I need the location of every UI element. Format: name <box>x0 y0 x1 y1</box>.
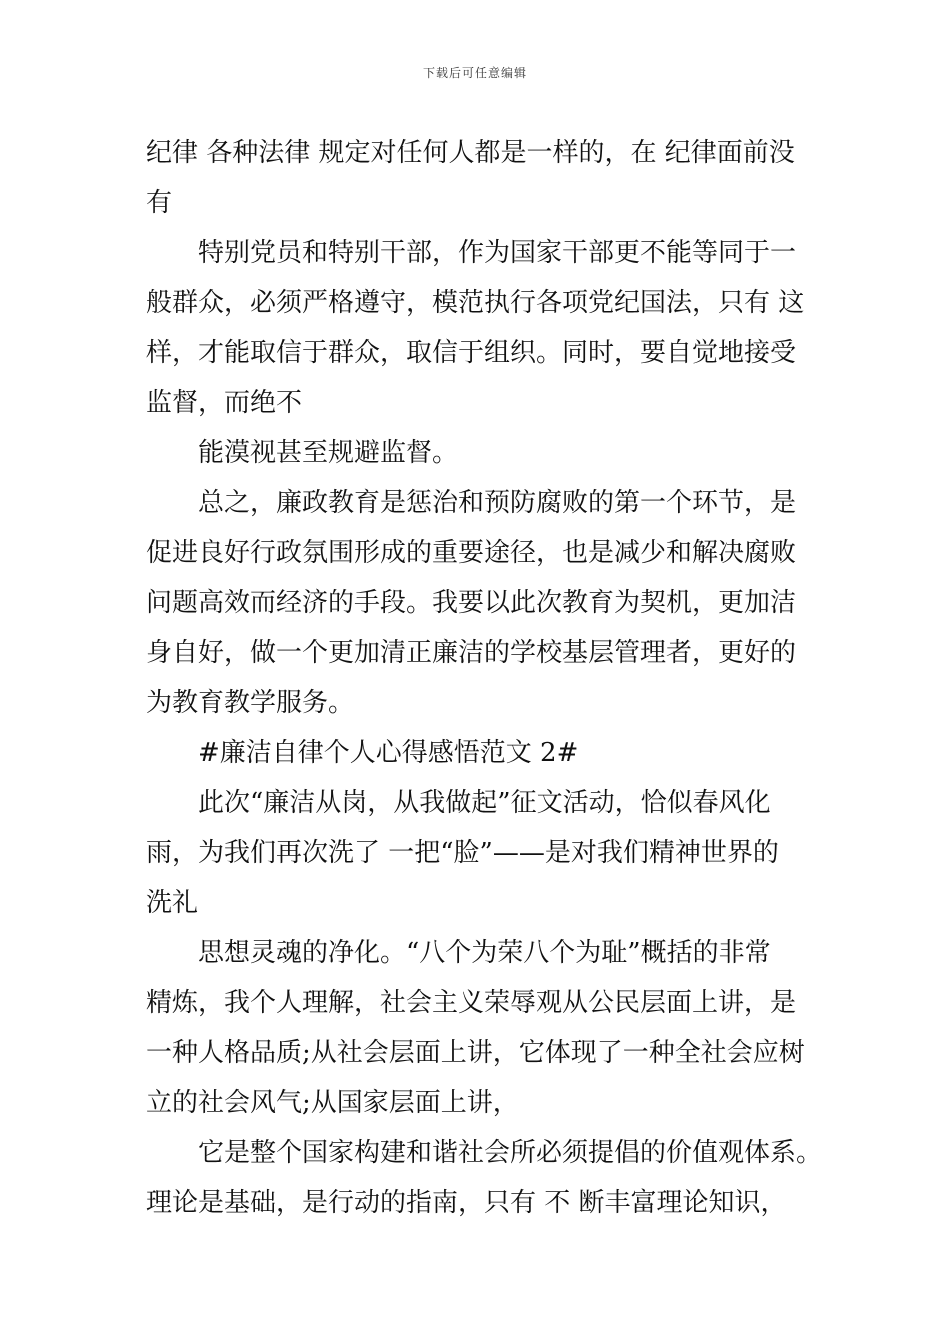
text-line: 它是整个国家构建和谐社会所必须提倡的价值观体系。 <box>198 1138 823 1168</box>
text-line: 理论是基础，是行动的指南，只有 不 断丰富理论知识， <box>146 1188 787 1218</box>
text-line: 总之，廉政教育是惩治和预防腐败的第一个环节，是 <box>198 488 797 518</box>
text-line: 身自好，做一个更加清正廉洁的学校基层管理者，更好的 <box>146 638 797 668</box>
text-line: 问题高效而经济的手段。我要以此次教育为契机，更加洁 <box>146 588 797 618</box>
text-line: 为教育教学服务。 <box>146 688 355 718</box>
text-line: 洗礼 <box>146 888 199 918</box>
text-line: 纪律 各种法律 规定对任何人都是一样的，在 纪律面前没 <box>146 138 795 168</box>
text-line: 促进良好行政氛围形成的重要途径，也是减少和解决腐败 <box>146 538 797 568</box>
text-line: 有 <box>146 188 173 218</box>
text-line: 般群众，必须严格遵守，模范执行各项党纪国法，只有 这 <box>146 288 805 318</box>
text-line: 雨，为我们再次洗了 一把“脸”——是对我们精神世界的 <box>146 838 779 868</box>
page-header: 下载后可任意编辑 <box>422 66 527 80</box>
text-line: 立的社会风气;从国家层面上讲， <box>146 1088 519 1118</box>
text-line: 思想灵魂的净化。“八个为荣八个为耻”概括的非常 <box>198 938 771 968</box>
text-line: 精炼，我个人理解，社会主义荣辱观从公民层面上讲，是 <box>146 988 797 1018</box>
text-line: 监督，而绝不 <box>146 388 303 418</box>
text-line: 特别党员和特别干部，作为国家干部更不能等同于一 <box>198 238 797 268</box>
text-line: #廉洁自律个人心得感悟范文 2# <box>198 738 579 768</box>
text-line: 一种人格品质;从社会层面上讲，它体现了一种全社会应树 <box>146 1038 805 1068</box>
document-body <box>146 128 826 1228</box>
text-line: 样，才能取信于群众，取信于组织。同时，要自觉地接受 <box>146 338 797 368</box>
text-line: 此次“廉洁从岗，从我做起”征文活动，恰似春风化 <box>198 788 771 818</box>
text-line: 能漠视甚至规避监督。 <box>198 438 459 468</box>
